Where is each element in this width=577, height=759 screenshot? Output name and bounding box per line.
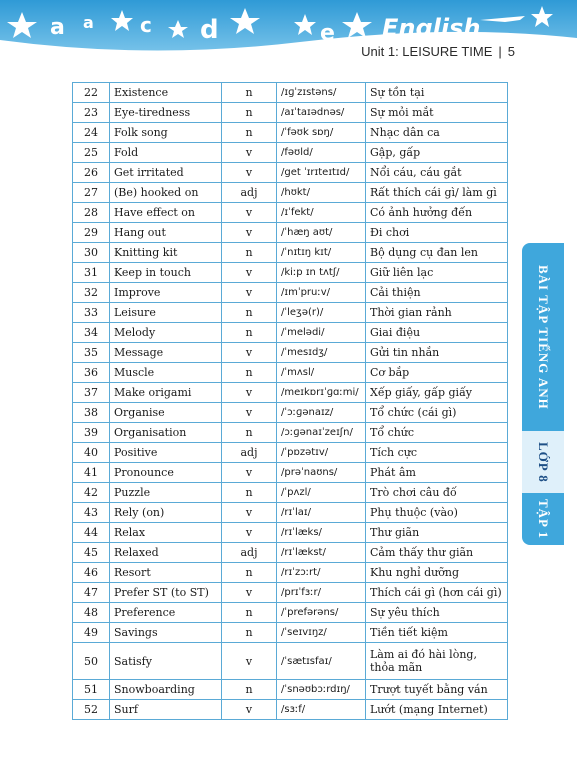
pronunciation: /ˈprefərəns/ xyxy=(277,603,366,623)
part-of-speech: v xyxy=(222,263,277,283)
part-of-speech: v xyxy=(222,643,277,680)
row-number: 22 xyxy=(73,83,110,103)
vietnamese-meaning: Khu nghỉ dưỡng xyxy=(366,563,508,583)
vocab-word: Puzzle xyxy=(110,483,222,503)
row-number: 26 xyxy=(73,163,110,183)
vocabulary-table-body xyxy=(73,83,508,720)
table-row xyxy=(73,223,508,243)
row-number: 25 xyxy=(73,143,110,163)
part-of-speech: n xyxy=(222,563,277,583)
vocab-word: Melody xyxy=(110,323,222,343)
vocab-word: Organise xyxy=(110,403,222,423)
table-row xyxy=(73,143,508,163)
vocab-word: Have effect on xyxy=(110,203,222,223)
row-number: 36 xyxy=(73,363,110,383)
table-row xyxy=(73,383,508,403)
header-banner xyxy=(0,0,577,70)
pronunciation: /rɪˈlækst/ xyxy=(277,543,366,563)
row-number: 39 xyxy=(73,423,110,443)
row-number: 35 xyxy=(73,343,110,363)
pronunciation: /ˈhæŋ aʊt/ xyxy=(277,223,366,243)
vocab-word: Knitting kit xyxy=(110,243,222,263)
vocab-word: Relaxed xyxy=(110,543,222,563)
pronunciation: /ˈɔːɡənaɪz/ xyxy=(277,403,366,423)
part-of-speech: v xyxy=(222,343,277,363)
vietnamese-meaning: Trò chơi câu đố xyxy=(366,483,508,503)
pronunciation: /rɪˈzɔːrt/ xyxy=(277,563,366,583)
pronunciation: /ˈnɪtɪŋ kɪt/ xyxy=(277,243,366,263)
vocab-word: Organisation xyxy=(110,423,222,443)
part-of-speech: n xyxy=(222,103,277,123)
part-of-speech: v xyxy=(222,283,277,303)
vocab-word: Relax xyxy=(110,523,222,543)
pronunciation: /ˈfəʊk sɒŋ/ xyxy=(277,123,366,143)
svg-text:e: e xyxy=(320,21,335,46)
vietnamese-meaning: Sự yêu thích xyxy=(366,603,508,623)
vietnamese-meaning: Sự mỏi mắt xyxy=(366,103,508,123)
vocab-word: Keep in touch xyxy=(110,263,222,283)
vietnamese-meaning: Tổ chức xyxy=(366,423,508,443)
vocab-word: Improve xyxy=(110,283,222,303)
row-number: 42 xyxy=(73,483,110,503)
pronunciation: /aɪˈtaɪədnəs/ xyxy=(277,103,366,123)
vocab-word: Resort xyxy=(110,563,222,583)
vocab-word: Make origami xyxy=(110,383,222,403)
table-row xyxy=(73,523,508,543)
vocab-word: Snowboarding xyxy=(110,680,222,700)
pronunciation: /ˈseɪvɪŋz/ xyxy=(277,623,366,643)
table-row xyxy=(73,163,508,183)
svg-text:c: c xyxy=(140,13,152,37)
pronunciation: /ˈmesɪdʒ/ xyxy=(277,343,366,363)
pronunciation: /ˈmelədi/ xyxy=(277,323,366,343)
svg-text:a: a xyxy=(83,13,94,32)
table-row xyxy=(73,183,508,203)
vietnamese-meaning: Tổ chức (cái gì) xyxy=(366,403,508,423)
part-of-speech: n xyxy=(222,323,277,343)
row-number: 29 xyxy=(73,223,110,243)
table-row xyxy=(73,643,508,680)
table-row xyxy=(73,283,508,303)
side-tab-grade: LỚP 8 xyxy=(536,441,551,483)
row-number: 34 xyxy=(73,323,110,343)
row-number: 44 xyxy=(73,523,110,543)
pronunciation: /kiːp ɪn tʌtʃ/ xyxy=(277,263,366,283)
part-of-speech: v xyxy=(222,700,277,720)
part-of-speech: n xyxy=(222,680,277,700)
table-row xyxy=(73,243,508,263)
vocab-word: Folk song xyxy=(110,123,222,143)
vocab-word: Savings xyxy=(110,623,222,643)
pronunciation: /ˈpʌzl/ xyxy=(277,483,366,503)
pronunciation: /sɜːf/ xyxy=(277,700,366,720)
vietnamese-meaning: Lướt (mạng Internet) xyxy=(366,700,508,720)
svg-text:d: d xyxy=(200,15,219,45)
pronunciation: /hʊkt/ xyxy=(277,183,366,203)
row-number: 51 xyxy=(73,680,110,700)
part-of-speech: v xyxy=(222,463,277,483)
pronunciation: /ɪɡˈzɪstəns/ xyxy=(277,83,366,103)
table-row xyxy=(73,680,508,700)
vietnamese-meaning: Sự tồn tại xyxy=(366,83,508,103)
svg-text:a: a xyxy=(50,15,65,40)
row-number: 40 xyxy=(73,443,110,463)
part-of-speech: v xyxy=(222,163,277,183)
side-tab-volume: TẬP 1 xyxy=(536,498,551,540)
table-row xyxy=(73,700,508,720)
vocab-word: Prefer ST (to ST) xyxy=(110,583,222,603)
row-number: 45 xyxy=(73,543,110,563)
vocab-word: Surf xyxy=(110,700,222,720)
part-of-speech: v xyxy=(222,403,277,423)
part-of-speech: v xyxy=(222,223,277,243)
vietnamese-meaning: Đi chơi xyxy=(366,223,508,243)
vietnamese-meaning: Nổi cáu, cáu gắt xyxy=(366,163,508,183)
row-number: 27 xyxy=(73,183,110,203)
vietnamese-meaning: Phát âm xyxy=(366,463,508,483)
row-number: 52 xyxy=(73,700,110,720)
vietnamese-meaning: Trượt tuyết bằng ván xyxy=(366,680,508,700)
part-of-speech: n xyxy=(222,483,277,503)
table-row xyxy=(73,263,508,283)
vocab-word: Pronounce xyxy=(110,463,222,483)
table-row xyxy=(73,403,508,423)
vietnamese-meaning: Gửi tin nhắn xyxy=(366,343,508,363)
row-number: 37 xyxy=(73,383,110,403)
vietnamese-meaning: Cải thiện xyxy=(366,283,508,303)
part-of-speech: v xyxy=(222,203,277,223)
vocab-word: Muscle xyxy=(110,363,222,383)
vietnamese-meaning: Phụ thuộc (vào) xyxy=(366,503,508,523)
pronunciation: /prəˈnaʊns/ xyxy=(277,463,366,483)
vocab-word: Satisfy xyxy=(110,643,222,680)
table-row xyxy=(73,303,508,323)
vietnamese-meaning: Bộ dụng cụ đan len xyxy=(366,243,508,263)
pronunciation: /meɪkɒrɪˈɡɑːmi/ xyxy=(277,383,366,403)
vocab-word: Get irritated xyxy=(110,163,222,183)
vocab-word: Eye-tiredness xyxy=(110,103,222,123)
table-row xyxy=(73,203,508,223)
row-number: 38 xyxy=(73,403,110,423)
vietnamese-meaning: Có ảnh hưởng đến xyxy=(366,203,508,223)
vietnamese-meaning: Gập, gấp xyxy=(366,143,508,163)
row-number: 32 xyxy=(73,283,110,303)
part-of-speech: n xyxy=(222,243,277,263)
table-row xyxy=(73,323,508,343)
row-number: 30 xyxy=(73,243,110,263)
vietnamese-meaning: Tiền tiết kiệm xyxy=(366,623,508,643)
vocabulary-table xyxy=(72,82,508,720)
part-of-speech: n xyxy=(222,423,277,443)
pronunciation: /get ˈɪrɪteɪtɪd/ xyxy=(277,163,366,183)
part-of-speech: v xyxy=(222,143,277,163)
vietnamese-meaning: Thích cái gì (hơn cái gì) xyxy=(366,583,508,603)
part-of-speech: n xyxy=(222,363,277,383)
pronunciation: /ˈmʌsl/ xyxy=(277,363,366,383)
row-number: 43 xyxy=(73,503,110,523)
pronunciation: /prɪˈfɜːr/ xyxy=(277,583,366,603)
vietnamese-meaning: Giai điệu xyxy=(366,323,508,343)
row-number: 47 xyxy=(73,583,110,603)
table-row xyxy=(73,463,508,483)
vocab-word: Hang out xyxy=(110,223,222,243)
svg-text:English: English xyxy=(382,14,481,42)
pronunciation: /fəʊld/ xyxy=(277,143,366,163)
banner-graphic xyxy=(0,0,577,70)
unit-title xyxy=(361,44,515,59)
vocab-word: Positive xyxy=(110,443,222,463)
page-number: 5 xyxy=(507,44,515,59)
vocab-word: Message xyxy=(110,343,222,363)
vietnamese-meaning: Rất thích cái gì/ làm gì xyxy=(366,183,508,203)
part-of-speech: n xyxy=(222,623,277,643)
row-number: 49 xyxy=(73,623,110,643)
part-of-speech: n xyxy=(222,83,277,103)
pronunciation: /ˈleʒə(r)/ xyxy=(277,303,366,323)
row-number: 31 xyxy=(73,263,110,283)
table-row xyxy=(73,83,508,103)
table-row xyxy=(73,623,508,643)
part-of-speech: adj xyxy=(222,543,277,563)
row-number: 23 xyxy=(73,103,110,123)
table-row xyxy=(73,563,508,583)
pronunciation: /ɔːɡənaɪˈzeɪʃn/ xyxy=(277,423,366,443)
vocab-word: Existence xyxy=(110,83,222,103)
vocab-word: (Be) hooked on xyxy=(110,183,222,203)
title-separator: | xyxy=(498,44,502,59)
row-number: 50 xyxy=(73,643,110,680)
part-of-speech: n xyxy=(222,603,277,623)
side-tab-title: BÀI TẬP TIẾNG ANH xyxy=(536,264,551,410)
row-number: 33 xyxy=(73,303,110,323)
table-row xyxy=(73,543,508,563)
vietnamese-meaning: Xếp giấy, gấp giấy xyxy=(366,383,508,403)
vietnamese-meaning: Cơ bắp xyxy=(366,363,508,383)
table-row xyxy=(73,103,508,123)
vocab-word: Rely (on) xyxy=(110,503,222,523)
vietnamese-meaning: Thời gian rảnh xyxy=(366,303,508,323)
table-row xyxy=(73,343,508,363)
part-of-speech: v xyxy=(222,523,277,543)
row-number: 28 xyxy=(73,203,110,223)
vietnamese-meaning: Cảm thấy thư giãn xyxy=(366,543,508,563)
table-row xyxy=(73,503,508,523)
part-of-speech: v xyxy=(222,583,277,603)
part-of-speech: adj xyxy=(222,183,277,203)
table-row xyxy=(73,423,508,443)
pronunciation: /ˈpɒzətɪv/ xyxy=(277,443,366,463)
table-row xyxy=(73,363,508,383)
side-tab xyxy=(522,243,564,545)
part-of-speech: n xyxy=(222,303,277,323)
pronunciation: /ˈsætɪsfaɪ/ xyxy=(277,643,366,680)
part-of-speech: v xyxy=(222,383,277,403)
table-row xyxy=(73,123,508,143)
pronunciation: /ˈsnəʊbɔːrdɪŋ/ xyxy=(277,680,366,700)
table-row xyxy=(73,483,508,503)
pronunciation: /rɪˈlaɪ/ xyxy=(277,503,366,523)
part-of-speech: n xyxy=(222,123,277,143)
table-row xyxy=(73,443,508,463)
part-of-speech: v xyxy=(222,503,277,523)
vocab-word: Fold xyxy=(110,143,222,163)
vietnamese-meaning: Nhạc dân ca xyxy=(366,123,508,143)
row-number: 46 xyxy=(73,563,110,583)
vietnamese-meaning: Tích cực xyxy=(366,443,508,463)
table-row xyxy=(73,603,508,623)
vocab-word: Leisure xyxy=(110,303,222,323)
unit-title-text: Unit 1: LEISURE TIME xyxy=(361,44,493,59)
row-number: 41 xyxy=(73,463,110,483)
pronunciation: /ɪmˈpruːv/ xyxy=(277,283,366,303)
vocab-word: Preference xyxy=(110,603,222,623)
pronunciation: /ɪˈfekt/ xyxy=(277,203,366,223)
table-row xyxy=(73,583,508,603)
vietnamese-meaning: Làm ai đó hài lòng, thỏa mãn xyxy=(366,643,508,680)
part-of-speech: adj xyxy=(222,443,277,463)
row-number: 48 xyxy=(73,603,110,623)
vietnamese-meaning: Thư giãn xyxy=(366,523,508,543)
vietnamese-meaning: Giữ liên lạc xyxy=(366,263,508,283)
pronunciation: /rɪˈlæks/ xyxy=(277,523,366,543)
row-number: 24 xyxy=(73,123,110,143)
